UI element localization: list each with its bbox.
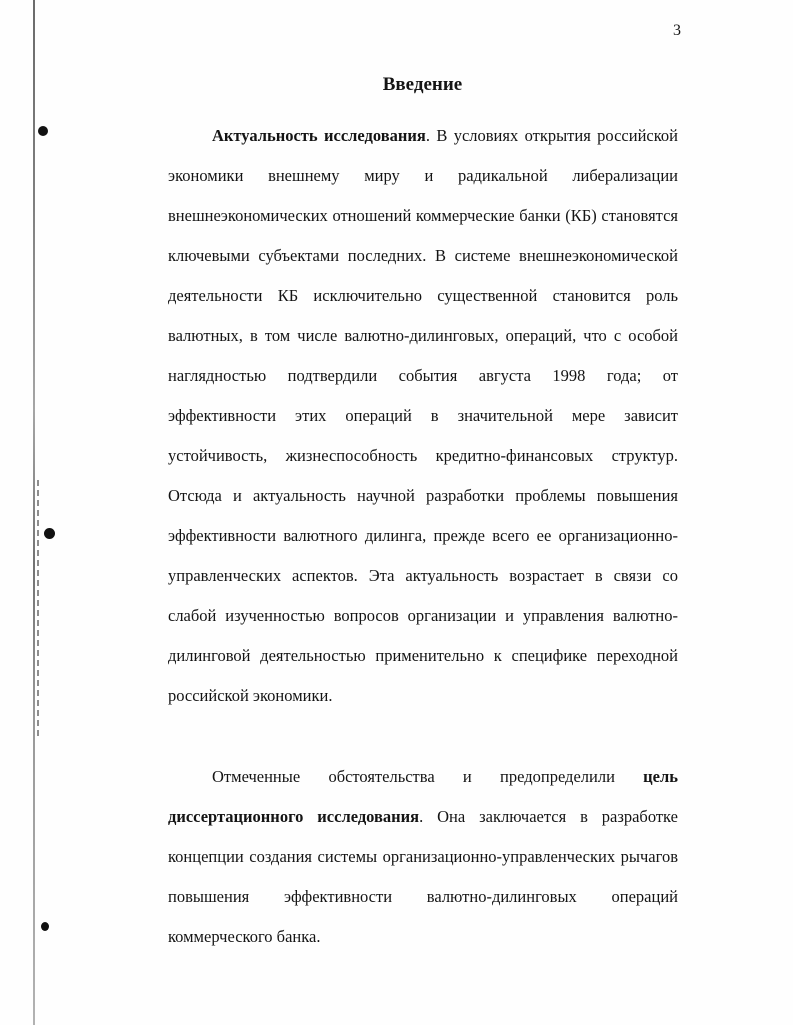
- relevance-text: . В условиях открытия российской экономики внешнему миру и радикальной либерализации внешнеэкономических отношений коммерческие банки (КБ) становятся ключевыми субъектами последних. В системе внешнеэкономической деятельности КБ исключительно существенной становится роль валютных, в том числе валютно-дилинговых, операций, что с особой наглядностью подтвердили события августа 1998 года; от эффективности этих операций в значительной мере зависит устойчивость, жизнеспособность кредитно-финансовых структур. Отсюда и актуальность научной разработки проблемы повышения эффективности валютного дилинга, прежде всего ее организационно-управленческих аспектов. Эта актуальность возрастает в связи со слабой изученностью вопросов организации и управления валютно-дилинговой деятельностью применительно к специфике переходной российской экономики.: [168, 126, 678, 705]
- binder-hole-mark: [41, 922, 49, 931]
- relevance-term: Актуальность исследования: [212, 126, 426, 145]
- page-number: 3: [673, 22, 681, 39]
- goal-term: цель диссертационного исследования: [168, 767, 678, 826]
- scan-edge-line: [33, 0, 35, 1025]
- goal-text-after: . Она заключается в разработке концепции создания системы организационно-управленческих рычагов повышения эффективности валютно-дилинговых операций коммерческого банка.: [168, 807, 678, 946]
- binder-hole-mark: [38, 126, 48, 136]
- scan-edge-artifact: [37, 480, 39, 740]
- binder-hole-mark: [44, 528, 55, 539]
- paragraph-relevance: [168, 116, 678, 716]
- section-heading: Введение: [382, 74, 463, 95]
- paragraph-goal: [168, 757, 678, 957]
- goal-text-before: Отмеченные обстоятельства и предопределили: [212, 767, 644, 786]
